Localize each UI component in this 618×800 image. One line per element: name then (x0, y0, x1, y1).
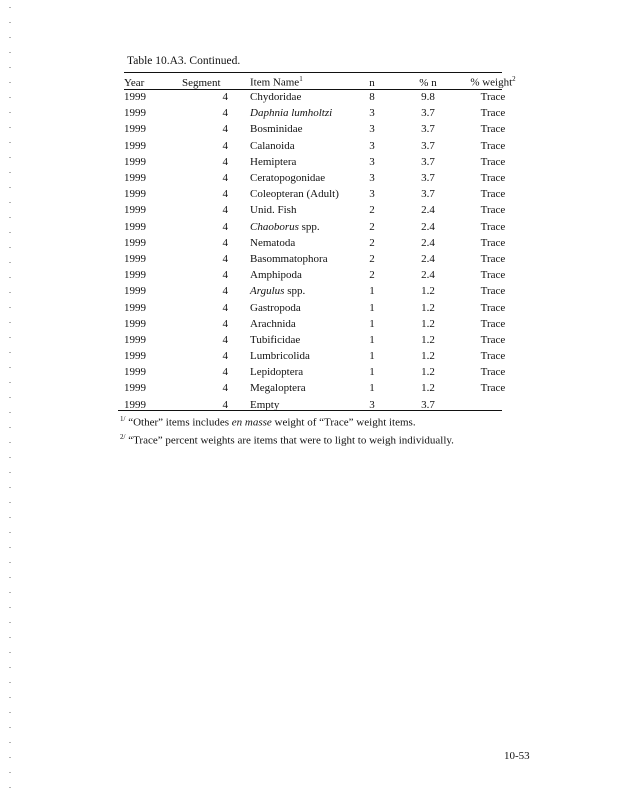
cell-n: 2 (369, 236, 375, 249)
cell-segment: 4 (222, 317, 228, 330)
table-row (124, 170, 520, 186)
table-row (124, 138, 520, 154)
cell-pct-weight: Trace (480, 269, 506, 282)
cell-year: 1999 (124, 398, 146, 411)
cell-year: 1999 (124, 350, 146, 363)
cell-item-name: Tubificidae (250, 333, 301, 346)
cell-year: 1999 (124, 188, 146, 201)
cell-year: 1999 (124, 155, 146, 168)
cell-segment: 4 (222, 366, 228, 379)
cell-year: 1999 (124, 139, 146, 152)
cell-year: 1999 (124, 366, 146, 379)
cell-n: 1 (369, 366, 375, 379)
table-row (124, 219, 520, 235)
cell-segment: 4 (222, 155, 228, 168)
cell-segment: 4 (222, 172, 228, 185)
table-row (124, 186, 520, 202)
cell-pct-weight: Trace (480, 366, 506, 379)
cell-year: 1999 (124, 107, 146, 120)
cell-pct-weight: Trace (480, 350, 506, 363)
cell-segment: 4 (222, 220, 228, 233)
header-year: Year (124, 77, 145, 89)
cell-n: 1 (369, 301, 375, 314)
cell-pct-n: 2.4 (421, 252, 435, 265)
cell-n: 2 (369, 252, 375, 265)
cell-pct-n: 2.4 (421, 269, 435, 282)
cell-item-name: Arachnida (250, 317, 296, 330)
table-row (124, 332, 520, 348)
cell-n: 3 (369, 188, 375, 201)
cell-year: 1999 (124, 172, 146, 185)
cell-pct-weight: Trace (480, 155, 506, 168)
table-row (124, 380, 520, 396)
cell-pct-weight: Trace (480, 285, 506, 298)
cell-segment: 4 (222, 350, 228, 363)
cell-n: 3 (369, 172, 375, 185)
cell-n: 1 (369, 382, 375, 395)
cell-year: 1999 (124, 123, 146, 136)
table-caption: Table 10.A3. Continued. (127, 55, 241, 67)
cell-pct-n: 2.4 (421, 204, 435, 217)
cell-pct-n: 3.7 (421, 188, 435, 201)
cell-item-name: Lumbricolida (250, 350, 310, 363)
cell-pct-weight: Trace (480, 382, 506, 395)
cell-segment: 4 (222, 123, 228, 136)
cell-pct-n: 1.2 (421, 317, 435, 330)
cell-year: 1999 (124, 301, 146, 314)
cell-pct-weight: Trace (480, 317, 506, 330)
cell-item-name: Ceratopogonidae (250, 172, 326, 185)
table-row (124, 105, 520, 121)
header-n: n (369, 77, 375, 89)
footnotes (120, 412, 454, 447)
page-number: 10-53 (504, 750, 530, 762)
table-row (124, 154, 520, 170)
cell-item-name: Megaloptera (250, 382, 306, 395)
table-row (124, 348, 520, 364)
cell-n: 8 (369, 91, 375, 104)
cell-item-name: Chaoborus spp. (250, 220, 320, 233)
cell-pct-n: 3.7 (421, 139, 435, 152)
cell-year: 1999 (124, 236, 146, 249)
cell-year: 1999 (124, 382, 146, 395)
cell-pct-weight: Trace (480, 301, 506, 314)
cell-segment: 4 (222, 252, 228, 265)
cell-pct-weight: Trace (480, 204, 506, 217)
cell-pct-weight: Trace (480, 188, 506, 201)
cell-pct-weight: Trace (480, 252, 506, 265)
table-row (124, 89, 520, 105)
cell-n: 1 (369, 285, 375, 298)
cell-item-name: Calanoida (250, 139, 295, 152)
cell-pct-n: 2.4 (421, 220, 435, 233)
cell-n: 2 (369, 269, 375, 282)
cell-n: 2 (369, 220, 375, 233)
cell-pct-weight: Trace (480, 236, 506, 249)
table-row (124, 316, 520, 332)
cell-pct-n: 1.2 (421, 301, 435, 314)
cell-item-name: Chydoridae (250, 91, 302, 104)
cell-pct-n: 3.7 (421, 398, 435, 411)
cell-item-name: Basommatophora (250, 252, 328, 265)
cell-n: 3 (369, 139, 375, 152)
table-row (124, 251, 520, 267)
cell-segment: 4 (222, 188, 228, 201)
cell-year: 1999 (124, 269, 146, 282)
cell-year: 1999 (124, 317, 146, 330)
cell-item-name: Lepidoptera (250, 366, 304, 379)
cell-item-name: Daphnia lumholtzi (250, 107, 333, 120)
cell-n: 2 (369, 204, 375, 217)
cell-pct-weight: Trace (480, 107, 506, 120)
cell-pct-n: 3.7 (421, 172, 435, 185)
cell-pct-n: 1.2 (421, 382, 435, 395)
footnote-2: $^{2/}$ “Trace” percent weights are items that were to light to weigh individually. (120, 432, 454, 447)
cell-segment: 4 (222, 333, 228, 346)
cell-n: 1 (369, 333, 375, 346)
cell-pct-n: 1.2 (421, 333, 435, 346)
cell-n: 3 (369, 107, 375, 120)
cell-item-name: Gastropoda (250, 301, 301, 314)
cell-item-name: Nematoda (250, 236, 296, 249)
footnote-1: $^{1/}$ “Other” items includes en masse weight of “Trace” weight items. (120, 415, 416, 429)
cell-year: 1999 (124, 91, 146, 104)
cell-item-name: Amphipoda (250, 269, 302, 282)
table-row (124, 235, 520, 251)
cell-pct-n: 2.4 (421, 236, 435, 249)
cell-year: 1999 (124, 220, 146, 233)
cell-item-name: Empty (250, 398, 280, 411)
cell-item-name: Coleopteran (Adult) (250, 188, 339, 201)
table-bottom-rule (118, 410, 502, 411)
cell-pct-weight: Trace (480, 91, 506, 104)
cell-item-name: Unid. Fish (250, 204, 297, 217)
cell-item-name: Bosminidae (250, 123, 303, 136)
table-row (124, 299, 520, 315)
cell-segment: 4 (222, 398, 228, 411)
cell-segment: 4 (222, 139, 228, 152)
cell-n: 1 (369, 350, 375, 363)
cell-n: 3 (369, 123, 375, 136)
cell-n: 3 (369, 155, 375, 168)
header-segment: Segment (182, 77, 221, 89)
cell-item-name: Hemiptera (250, 155, 297, 168)
cell-year: 1999 (124, 252, 146, 265)
table-row (124, 202, 520, 218)
cell-pct-weight: Trace (480, 139, 506, 152)
scan-edge-artifact (3, 0, 23, 800)
cell-pct-weight: Trace (480, 220, 506, 233)
cell-pct-n: 3.7 (421, 107, 435, 120)
cell-segment: 4 (222, 91, 228, 104)
table-row (124, 267, 520, 283)
cell-segment: 4 (222, 269, 228, 282)
cell-pct-n: 9.8 (421, 91, 435, 104)
cell-year: 1999 (124, 333, 146, 346)
cell-pct-n: 1.2 (421, 285, 435, 298)
data-table (124, 73, 520, 413)
table-row (124, 121, 520, 137)
cell-item-name: Argulus spp. (250, 285, 306, 298)
header-row (124, 73, 520, 89)
table-row (124, 283, 520, 299)
cell-pct-n: 3.7 (421, 123, 435, 136)
cell-segment: 4 (222, 382, 228, 395)
cell-pct-n: 1.2 (421, 366, 435, 379)
cell-segment: 4 (222, 204, 228, 217)
cell-segment: 4 (222, 107, 228, 120)
cell-pct-n: 1.2 (421, 350, 435, 363)
cell-year: 1999 (124, 285, 146, 298)
cell-segment: 4 (222, 285, 228, 298)
cell-pct-weight: Trace (480, 123, 506, 136)
cell-segment: 4 (222, 236, 228, 249)
cell-pct-weight: Trace (480, 172, 506, 185)
cell-pct-weight: Trace (480, 333, 506, 346)
header-pct-weight: % weight$^2$ (470, 75, 516, 89)
header-pct-n: % n (419, 77, 437, 89)
table-row (124, 364, 520, 380)
cell-n: 1 (369, 317, 375, 330)
cell-n: 3 (369, 398, 375, 411)
cell-pct-n: 3.7 (421, 155, 435, 168)
cell-year: 1999 (124, 204, 146, 217)
cell-segment: 4 (222, 301, 228, 314)
header-item-name: Item Name$^1$ (250, 75, 303, 89)
